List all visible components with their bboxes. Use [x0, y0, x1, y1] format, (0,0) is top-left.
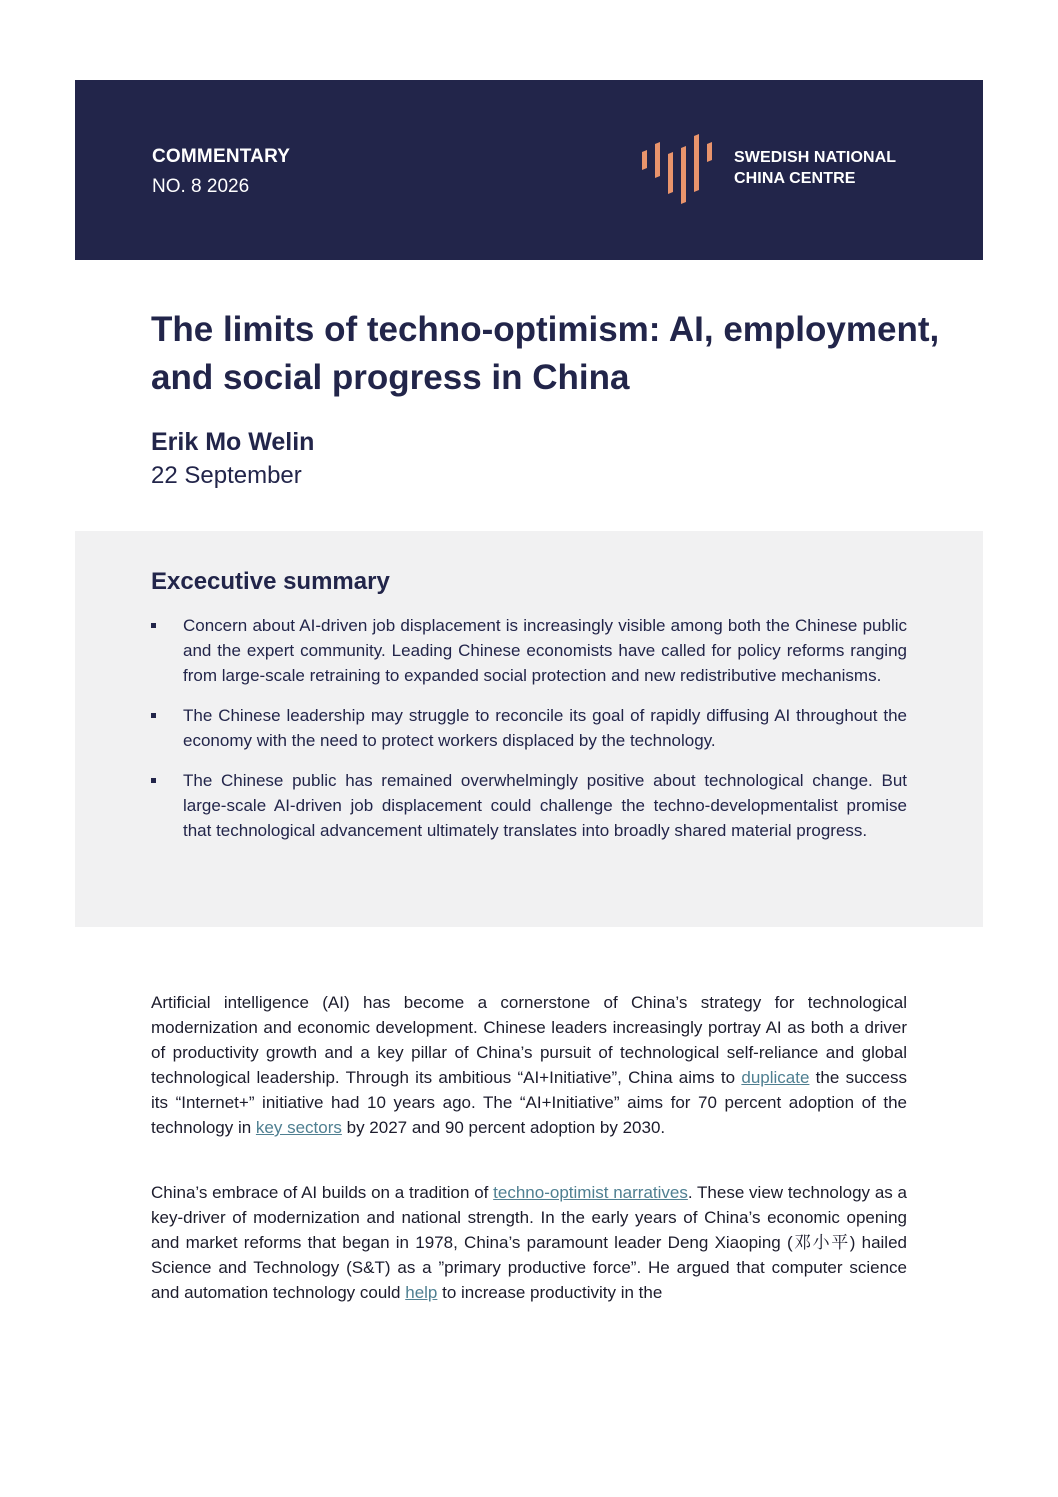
bullet-icon — [151, 623, 156, 628]
series-number: NO. 8 2026 — [152, 176, 250, 197]
summary-item-text: Concern about AI-driven job displacement is increasingly visible among both the Chinese public and the expert community. Leading Chinese economists have called for policy reforms ranging from large-scale retraining to expanded social protection and new redistributive mechanisms. — [183, 616, 907, 685]
summary-item — [151, 703, 907, 753]
summary-heading: Excecutive summary — [151, 568, 390, 595]
bars-logo-icon — [640, 130, 720, 206]
body-text: Artificial intelligence (AI) has become a cornerstone of China’s strategy for technological modernization and economic development. Chinese leaders increasingly portray AI as both a driver of productivity growth and a key pillar of China’s pursuit of technological self-reliance and global technological leadership. Through its ambitious “AI+Initiative”, China aims to — [151, 993, 907, 1087]
article-author: Erik Mo Welin — [151, 428, 315, 456]
body-text: . These view technology as a key-driver of modernization and national strength. In the early years of China’s economic opening and market reforms that began in 1978, China’s paramount leader Deng Xiaoping (邓小平) hailed Science and Technology (S&T) as a ”primary productive force”. He argued that computer science and automation technology could — [151, 1183, 907, 1302]
series-label: COMMENTARY — [152, 146, 291, 167]
organization-name-line1: SWEDISH NATIONAL — [734, 149, 897, 166]
summary-list — [151, 613, 907, 858]
organization-name — [734, 147, 896, 189]
summary-item-text: The Chinese leadership may struggle to reconcile its goal of rapidly diffusing AI throughout the economy with the need to protect workers displaced by the technology. — [183, 706, 907, 750]
body-text: China’s embrace of AI builds on a tradition of — [151, 1183, 494, 1202]
executive-summary-box — [75, 531, 983, 927]
body-text: to increase productivity in the — [437, 1283, 663, 1302]
bullet-icon — [151, 778, 156, 783]
link-key-sectors[interactable]: key sectors — [255, 1118, 342, 1137]
article-title: The limits of techno-optimism: AI, employment, and social progress in China — [151, 310, 940, 397]
link-techno-optimist-narratives[interactable]: techno-optimist narratives — [493, 1183, 688, 1202]
body-paragraph-2 — [151, 1180, 907, 1305]
summary-item — [151, 768, 907, 843]
header-banner — [75, 80, 983, 260]
bullet-icon — [151, 713, 156, 718]
link-duplicate[interactable]: duplicate — [741, 1068, 810, 1087]
summary-item — [151, 613, 907, 688]
article-date: 22 September — [151, 462, 302, 489]
body-text: the success its “Internet+” initiative had 10 years ago. The “AI+Initiative” aims for 70 percent adoption of the technology in — [151, 1068, 907, 1137]
summary-item-text: The Chinese public has remained overwhelmingly positive about technological change. But large-scale AI-driven job displacement could challenge the techno-developmentalist promise that technological advancement ultimately translates into broadly shared material progress. — [183, 771, 907, 840]
link-help[interactable]: help — [405, 1283, 438, 1302]
body-text: by 2027 and 90 percent adoption by 2030. — [341, 1118, 666, 1137]
organization-name-line2: CHINA CENTRE — [734, 170, 856, 187]
body-paragraph-1 — [151, 990, 907, 1140]
